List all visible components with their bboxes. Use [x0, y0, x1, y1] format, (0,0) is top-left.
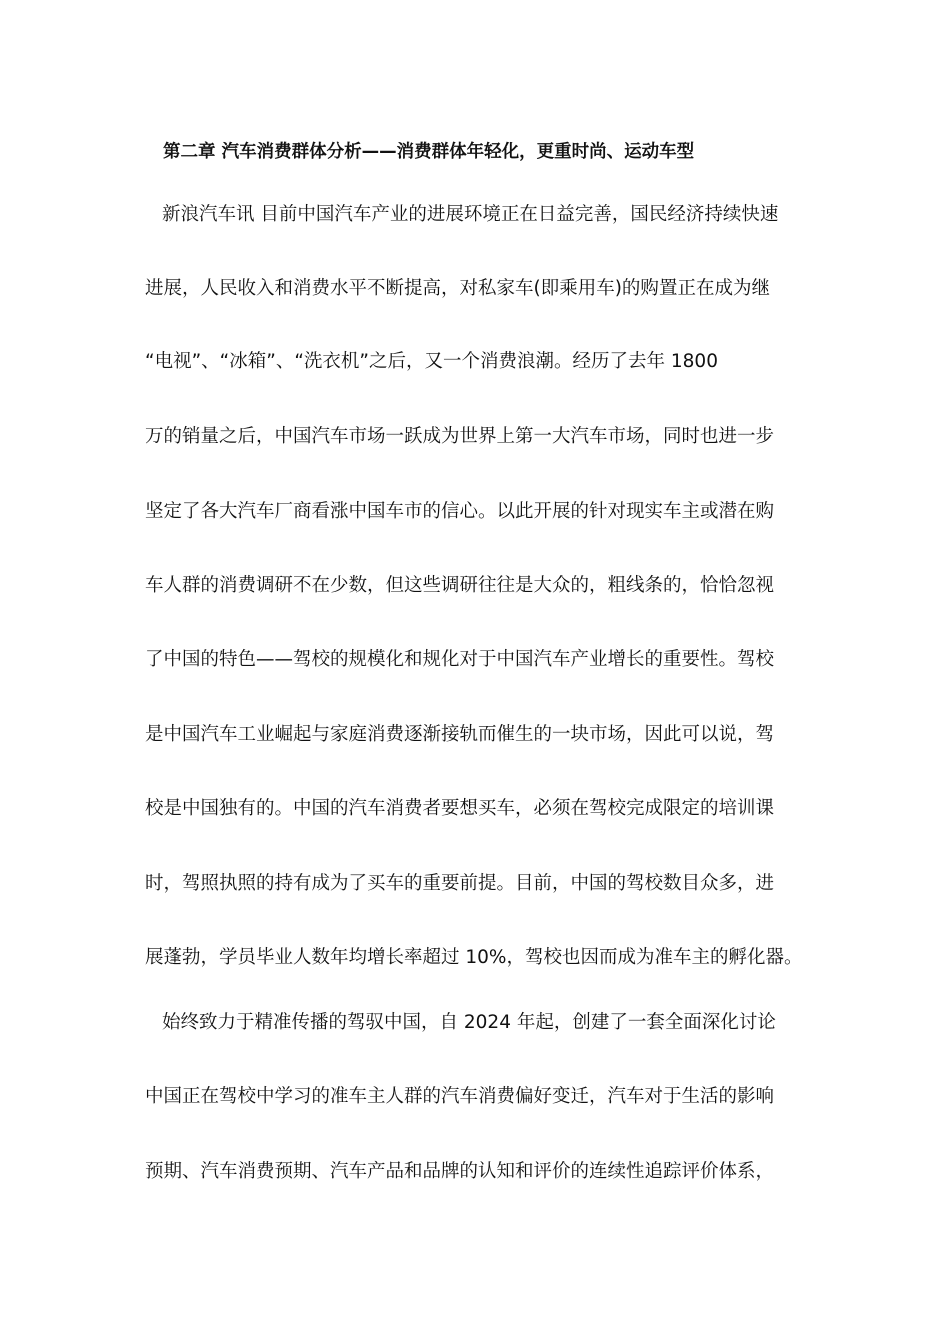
paragraph-line: 中国正在驾校中学习的准车主人群的汽车消费偏好变迁，汽车对于生活的影响	[145, 1086, 775, 1107]
chapter-heading: 第二章 汽车消费群体分析——消费群体年轻化，更重时尚、运动车型	[163, 142, 695, 162]
paragraph-line: 是中国汽车工业崛起与家庭消费逐渐接轨而催生的一块市场，因此可以说，驾	[145, 724, 775, 745]
paragraph-line: 进展，人民收入和消费水平不断提高，对私家车(即乘用车)的购置正在成为继	[145, 278, 770, 299]
paragraph-line: 坚定了各大汽车厂商看涨中国车市的信心。以此开展的针对现实车主或潜在购	[145, 501, 775, 522]
paragraph-line: 展蓬勃，学员毕业人数年均增长率超过 10%，驾校也因而成为准车主的孵化器。	[145, 947, 803, 968]
paragraph-line: 新浪汽车讯 目前中国汽车产业的进展环境正在日益完善，国民经济持续快速	[162, 204, 779, 225]
paragraph-line: 校是中国独有的。中国的汽车消费者要想买车，必须在驾校完成限定的培训课	[145, 798, 775, 819]
paragraph-line: 了中国的特色——驾校的规模化和规化对于中国汽车产业增长的重要性。驾校	[145, 649, 775, 670]
paragraph-line: 车人群的消费调研不在少数，但这些调研往往是大众的，粗线条的，恰恰忽视	[145, 575, 775, 596]
paragraph-line: 时，驾照执照的持有成为了买车的重要前提。目前，中国的驾校数目众多，进	[145, 873, 775, 894]
paragraph-line: “电视”、“冰箱”、“洗衣机”之后，又一个消费浪潮。经历了去年 1800	[145, 351, 718, 372]
paragraph-line: 始终致力于精准传播的驾驭中国，自 2024 年起，创建了一套全面深化讨论	[162, 1012, 776, 1033]
paragraph-line: 万的销量之后，中国汽车市场一跃成为世界上第一大汽车市场，同时也进一步	[145, 426, 775, 447]
paragraph-line: 预期、汽车消费预期、汽车产品和品牌的认知和评价的连续性追踪评价体系，	[145, 1161, 775, 1182]
